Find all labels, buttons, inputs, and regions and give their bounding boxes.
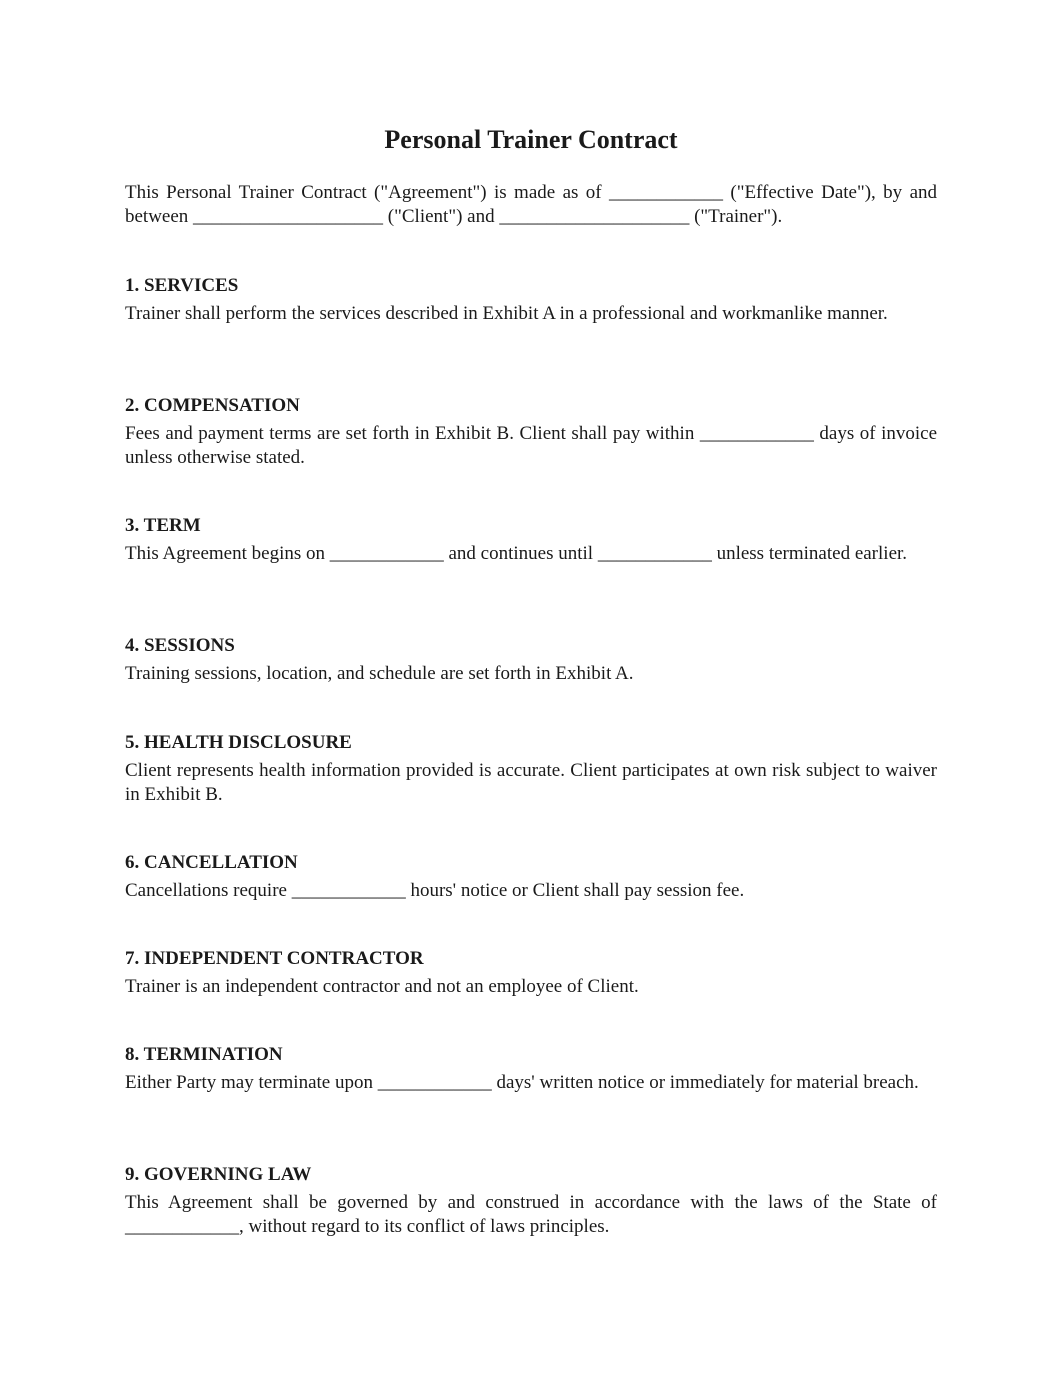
section-body: Cancellations require ____________ hours' notice or Client shall pay session fee. [125, 880, 745, 901]
section-heading: 9. GOVERNING LAW [125, 1164, 312, 1185]
section-heading: 8. TERMINATION [125, 1044, 283, 1065]
section-services [125, 274, 937, 326]
section-body: Fees and payment terms are set forth in Exhibit B. Client shall pay within ____________ days of invoice unless otherwise stated. [125, 423, 937, 468]
document-title: Personal Trainer Contract [384, 125, 678, 154]
section-heading: 1. SERVICES [125, 275, 239, 296]
section-health-disclosure [125, 731, 937, 807]
section-termination [125, 1043, 937, 1095]
section-sessions [125, 634, 937, 686]
section-independent-contractor [125, 947, 937, 999]
section-body: Trainer is an independent contractor and not an employee of Client. [125, 976, 639, 997]
section-body: This Agreement shall be governed by and construed in accordance with the laws of the State of ____________, without regard to its conflict of laws principles. [125, 1192, 937, 1237]
section-body: Training sessions, location, and schedule are set forth in Exhibit A. [125, 663, 634, 684]
section-heading: 2. COMPENSATION [125, 395, 300, 416]
section-heading: 3. TERM [125, 515, 201, 536]
section-body: This Agreement begins on ____________ and continues until ____________ unless terminated earlier. [125, 543, 908, 564]
section-heading: 7. INDEPENDENT CONTRACTOR [125, 948, 424, 969]
intro-paragraph: This Personal Trainer Contract ("Agreement") is made as of ____________ ("Effective Date"), by and between ____________________ ("Client") and ____________________ ("Trainer"). [125, 182, 937, 227]
section-body: Trainer shall perform the services described in Exhibit A in a professional and workmanlike manner. [125, 303, 888, 324]
section-term [125, 514, 937, 566]
section-body: Either Party may terminate upon ____________ days' written notice or immediately for material breach. [125, 1072, 919, 1093]
section-heading: 6. CANCELLATION [125, 852, 298, 873]
section-compensation [125, 394, 937, 470]
section-heading: 5. HEALTH DISCLOSURE [125, 732, 352, 753]
section-governing-law [125, 1163, 937, 1239]
section-body: Client represents health information provided is accurate. Client participates at own risk subject to waiver in Exhibit B. [125, 760, 937, 805]
section-cancellation [125, 851, 937, 903]
section-heading: 4. SESSIONS [125, 635, 235, 656]
